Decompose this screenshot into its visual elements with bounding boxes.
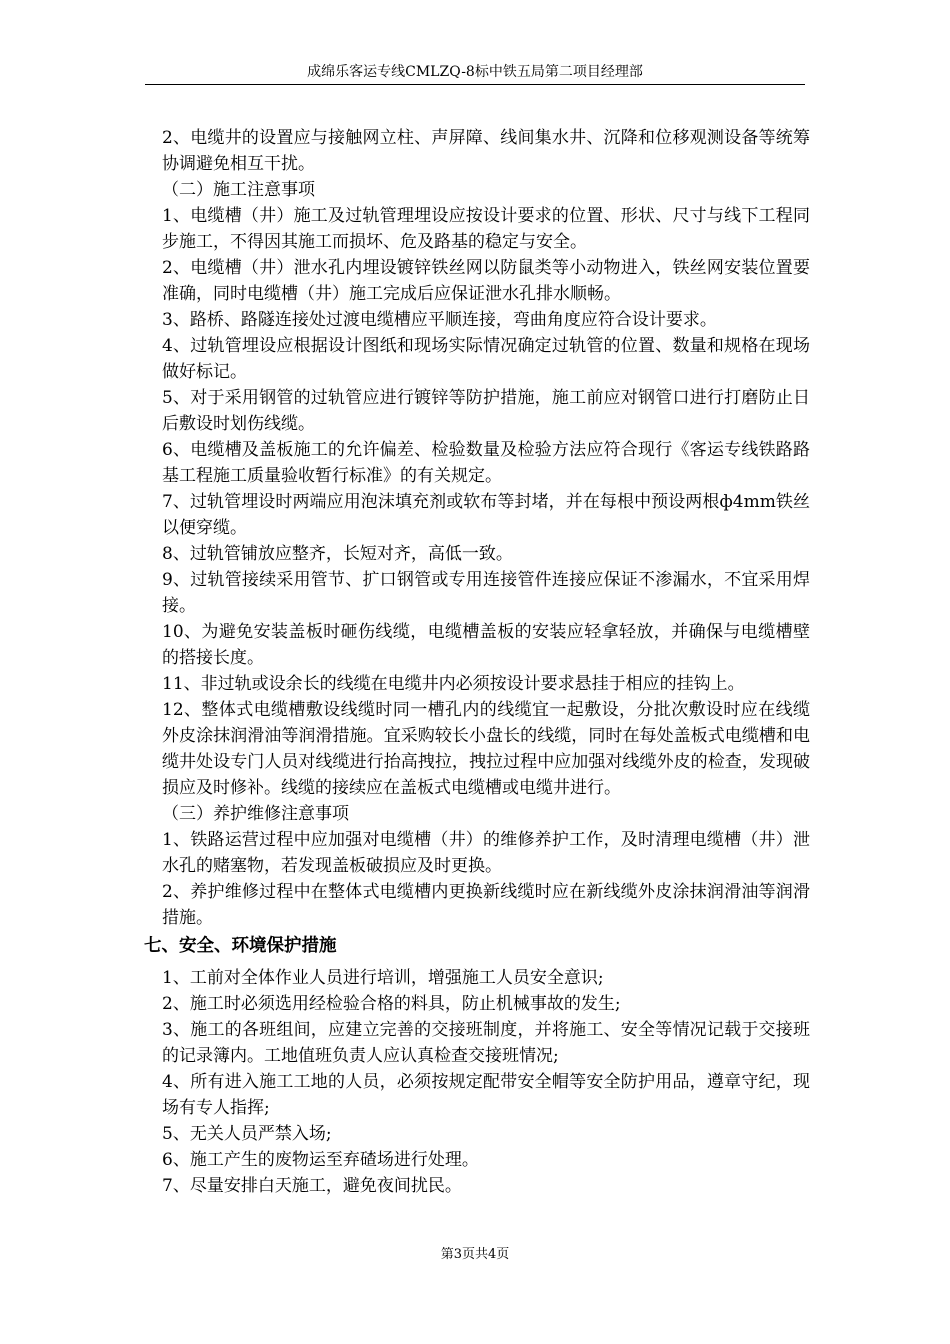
paragraph: 2、电缆槽（井）泄水孔内埋设镀锌铁丝网以防鼠类等小动物进入，铁丝网安装位置要准确，同时电缆槽（井）施工完成后应保证泄水孔排水顺畅。 (162, 258, 810, 304)
running-header: 成绵乐客运专线CMLZQ-8标中铁五局第二项目经理部 (307, 64, 643, 80)
paragraph: 2、电缆井的设置应与接触网立柱、声屏障、线间集水井、沉降和位移观测设备等统筹协调避免相互干扰。 (162, 128, 810, 174)
subsection-heading: （二）施工注意事项 (162, 180, 315, 200)
page-number: 第3页共4页 (440, 1247, 510, 1262)
paragraph: 5、无关人员严禁入场; (162, 1124, 332, 1144)
paragraph: 9、过轨管接续采用管节、扩口钢管或专用连接管件连接应保证不渗漏水，不宜采用焊接。 (162, 570, 810, 616)
section-heading: 七、安全、环境保护措施 (144, 936, 337, 956)
paragraph: 10、为避免安装盖板时砸伤线缆，电缆槽盖板的安装应轻拿轻放，并确保与电缆槽壁的搭接长度。 (162, 622, 810, 668)
paragraph: 12、整体式电缆槽敷设线缆时同一槽孔内的线缆宜一起敷设，分批次敷设时应在线缆外皮涂抹润滑油等润滑措施。宜采购较长小盘长的线缆，同时在每处盖板式电缆槽和电缆井处设专门人员对线缆进行抬高拽拉，拽拉过程中应加强对线缆外皮的检查，发现破损应及时修补。线缆的接续应在盖板式电缆槽或电缆井进行。 (162, 700, 810, 798)
paragraph: 6、电缆槽及盖板施工的允许偏差、检验数量及检验方法应符合现行《客运专线铁路路基工程施工质量验收暂行标准》的有关规定。 (162, 440, 810, 486)
subsection-heading: （三）养护维修注意事项 (162, 804, 349, 824)
paragraph: 5、对于采用钢管的过轨管应进行镀锌等防护措施，施工前应对钢管口进行打磨防止日后敷设时划伤线缆。 (162, 388, 810, 434)
paragraph: 7、尽量安排白天施工，避免夜间扰民。 (162, 1176, 462, 1196)
paragraph: 2、施工时必须选用经检验合格的料具，防止机械事故的发生; (162, 994, 621, 1014)
paragraph: 4、过轨管埋设应根据设计图纸和现场实际情况确定过轨管的位置、数量和规格在现场做好标记。 (162, 336, 810, 382)
paragraph: 2、养护维修过程中在整体式电缆槽内更换新线缆时应在新线缆外皮涂抹润滑油等润滑措施。 (162, 882, 810, 928)
paragraph: 1、工前对全体作业人员进行培训，增强施工人员安全意识; (162, 968, 604, 988)
paragraph: 7、过轨管埋设时两端应用泡沫填充剂或软布等封堵，并在每根中预设两根ф4mm铁丝以便穿缆。 (162, 492, 810, 538)
paragraph: 11、非过轨或设余长的线缆在电缆井内必须按设计要求悬挂于相应的挂钩上。 (162, 674, 745, 694)
paragraph: 8、过轨管铺放应整齐，长短对齐，高低一致。 (162, 544, 513, 564)
paragraph: 3、路桥、路隧连接处过渡电缆槽应平顺连接，弯曲角度应符合设计要求。 (162, 310, 717, 330)
paragraph: 3、施工的各班组间，应建立完善的交接班制度，并将施工、安全等情况记载于交接班的记录簿内。工地值班负责人应认真检查交接班情况; (162, 1020, 810, 1066)
page-body (144, 125, 810, 1199)
header-rule (145, 84, 805, 85)
paragraph: 6、施工产生的废物运至弃碴场进行处理。 (162, 1150, 479, 1170)
paragraph: 4、所有进入施工工地的人员，必须按规定配带安全帽等安全防护用品，遵章守纪，现场有专人指挥; (162, 1072, 810, 1118)
paragraph: 1、铁路运营过程中应加强对电缆槽（井）的维修养护工作，及时清理电缆槽（井）泄水孔的赌塞物，若发现盖板破损应及时更换。 (162, 830, 810, 876)
paragraph: 1、电缆槽（井）施工及过轨管理埋设应按设计要求的位置、形状、尺寸与线下工程同步施工，不得因其施工而损坏、危及路基的稳定与安全。 (162, 206, 810, 252)
